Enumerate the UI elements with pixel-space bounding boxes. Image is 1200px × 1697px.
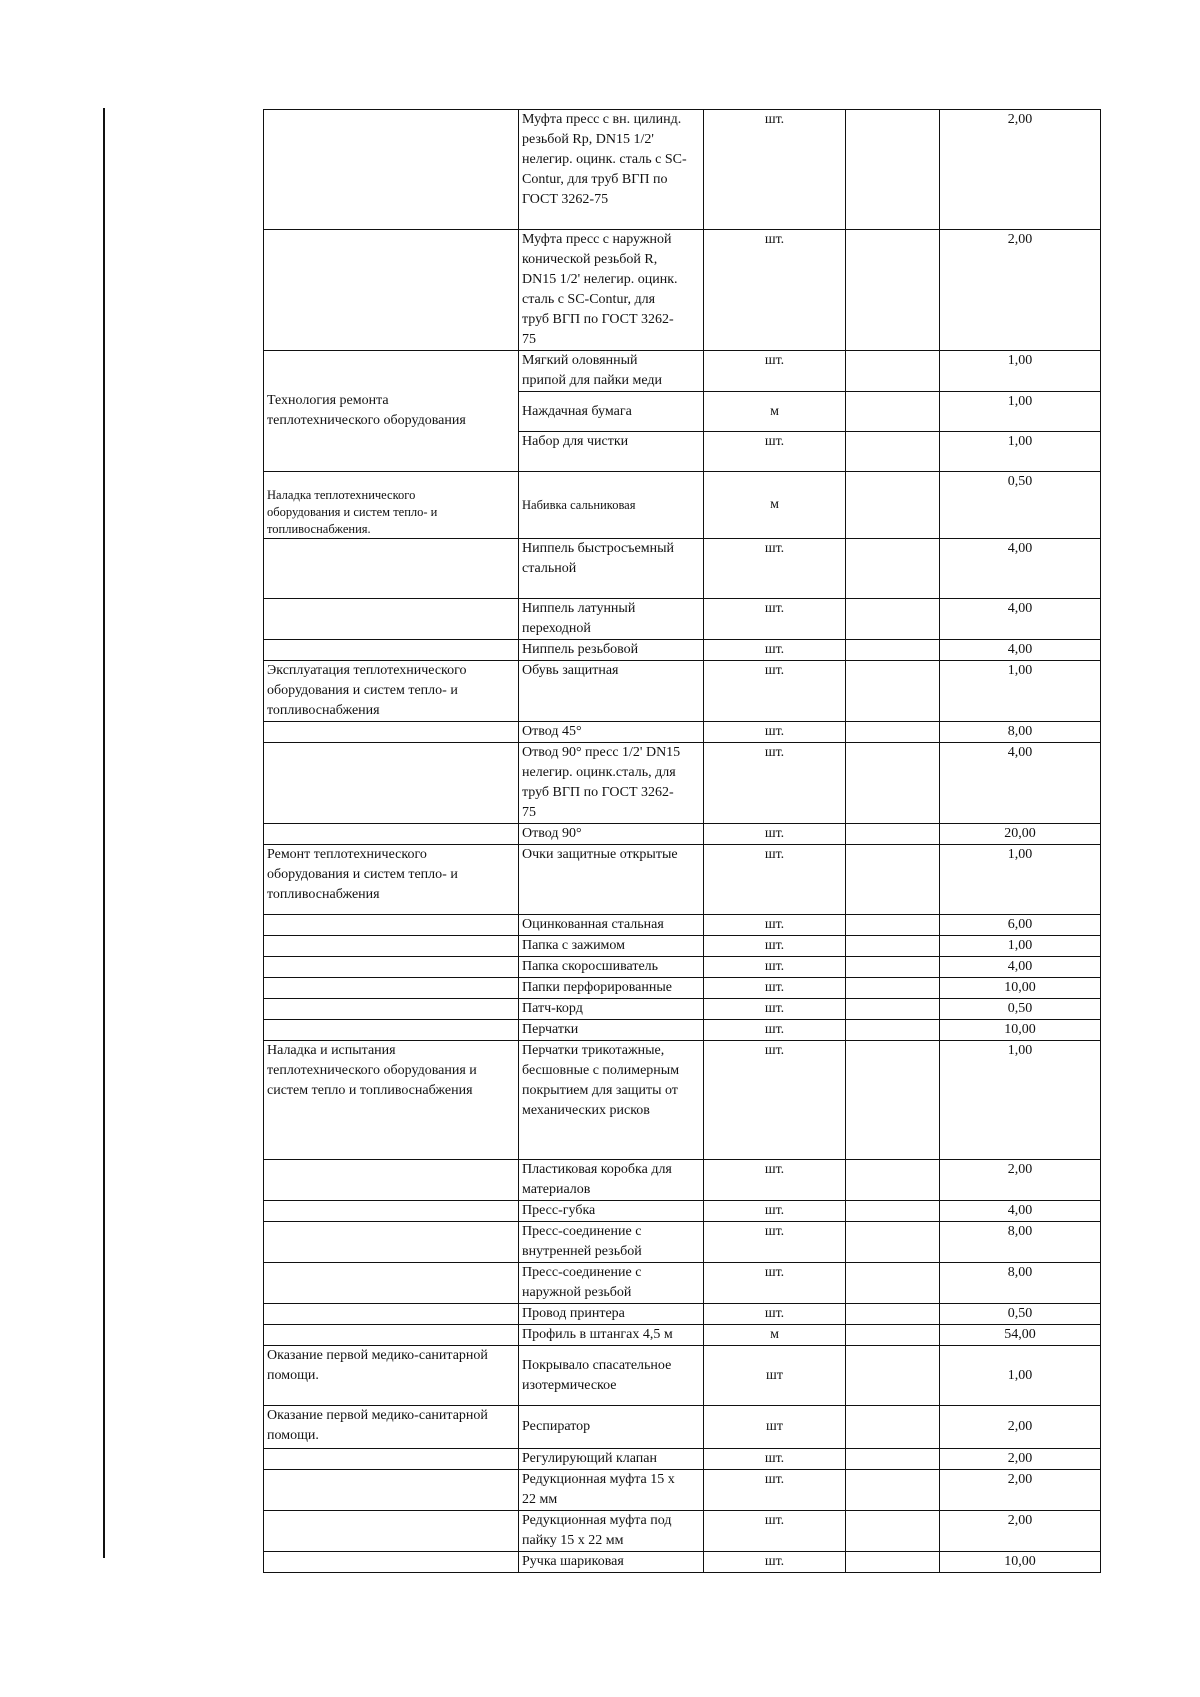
row-section-cell xyxy=(264,936,519,957)
item-qty-cell: 10,00 xyxy=(940,1020,1101,1041)
materials-table xyxy=(263,109,1101,1573)
row-section-cell xyxy=(264,1325,519,1346)
table-row xyxy=(264,722,1101,743)
row-section-cell: Ремонт теплотехнического оборудования и систем тепло- и топливоснабжения xyxy=(264,845,519,915)
item-qty-cell: 4,00 xyxy=(940,1201,1101,1222)
empty-cell xyxy=(846,392,940,432)
row-section-cell xyxy=(264,1160,519,1201)
table-row xyxy=(264,999,1101,1020)
item-qty-cell: 2,00 xyxy=(940,230,1101,351)
item-name-cell: Регулирующий клапан xyxy=(519,1449,704,1470)
item-unit-cell: шт xyxy=(704,1406,846,1449)
table-row xyxy=(264,1041,1101,1160)
row-section-cell xyxy=(264,1304,519,1325)
item-qty-cell: 54,00 xyxy=(940,1325,1101,1346)
empty-cell xyxy=(846,351,940,392)
row-section-cell xyxy=(264,743,519,824)
empty-cell xyxy=(846,1325,940,1346)
empty-cell xyxy=(846,957,940,978)
item-qty-cell: 1,00 xyxy=(940,936,1101,957)
item-qty-cell: 1,00 xyxy=(940,351,1101,392)
item-qty-cell: 1,00 xyxy=(940,432,1101,472)
row-section-cell xyxy=(264,1552,519,1573)
item-qty-cell: 1,00 xyxy=(940,392,1101,432)
item-name-cell: Ручка шариковая xyxy=(519,1552,704,1573)
empty-cell xyxy=(846,722,940,743)
item-unit-cell: шт. xyxy=(704,1222,846,1263)
item-qty-cell: 8,00 xyxy=(940,722,1101,743)
table-row xyxy=(264,539,1101,599)
empty-cell xyxy=(846,1201,940,1222)
item-name-cell: Провод принтера xyxy=(519,1304,704,1325)
table-row xyxy=(264,957,1101,978)
item-name-cell: Ниппель быстросъемный стальной xyxy=(519,539,704,599)
table-row xyxy=(264,640,1101,661)
item-name-cell: Пластиковая коробка для материалов xyxy=(519,1160,704,1201)
item-unit-cell: шт. xyxy=(704,351,846,392)
row-section-cell: Технология ремонта теплотехнического оборудования xyxy=(264,351,519,472)
item-name-cell: Отвод 90° xyxy=(519,824,704,845)
item-unit-cell: шт. xyxy=(704,640,846,661)
row-section-cell: Наладка теплотехнического оборудования и систем тепло- и топливоснабжения. xyxy=(264,472,519,539)
item-unit-cell: шт. xyxy=(704,1020,846,1041)
table-row xyxy=(264,1346,1101,1406)
row-section-cell xyxy=(264,1020,519,1041)
empty-cell xyxy=(846,1406,940,1449)
row-section-cell xyxy=(264,110,519,230)
table-row xyxy=(264,110,1101,230)
row-section-cell xyxy=(264,999,519,1020)
empty-cell xyxy=(846,1552,940,1573)
item-name-cell: Отвод 90° пресс 1/2' DN15 нелегир. оцинк.сталь, для труб ВГП по ГОСТ 3262- 75 xyxy=(519,743,704,824)
item-name-cell: Очки защитные открытые xyxy=(519,845,704,915)
item-unit-cell: м xyxy=(704,392,846,432)
table-row xyxy=(264,743,1101,824)
item-qty-cell: 2,00 xyxy=(940,1406,1101,1449)
table-row xyxy=(264,1406,1101,1449)
table-row xyxy=(264,230,1101,351)
item-unit-cell: шт. xyxy=(704,1449,846,1470)
item-name-cell: Наждачная бумага xyxy=(519,392,704,432)
table-row xyxy=(264,978,1101,999)
empty-cell xyxy=(846,1346,940,1406)
empty-cell xyxy=(846,1511,940,1552)
empty-cell xyxy=(846,1222,940,1263)
empty-cell xyxy=(846,1304,940,1325)
item-unit-cell: шт. xyxy=(704,1552,846,1573)
item-unit-cell: шт. xyxy=(704,915,846,936)
item-unit-cell: шт. xyxy=(704,230,846,351)
table-row xyxy=(264,1020,1101,1041)
table-row xyxy=(264,1304,1101,1325)
item-qty-cell: 8,00 xyxy=(940,1222,1101,1263)
table-row xyxy=(264,1449,1101,1470)
item-unit-cell: шт. xyxy=(704,978,846,999)
item-unit-cell: шт xyxy=(704,1346,846,1406)
row-section-cell: Эксплуатация теплотехнического оборудования и систем тепло- и топливоснабжения xyxy=(264,661,519,722)
item-qty-cell: 10,00 xyxy=(940,978,1101,999)
item-name-cell: Редукционная муфта под пайку 15 х 22 мм xyxy=(519,1511,704,1552)
empty-cell xyxy=(846,1020,940,1041)
item-qty-cell: 8,00 xyxy=(940,1263,1101,1304)
row-section-cell xyxy=(264,1263,519,1304)
empty-cell xyxy=(846,845,940,915)
item-name-cell: Папка скоросшиватель xyxy=(519,957,704,978)
item-name-cell: Пресс-соединение с внутренней резьбой xyxy=(519,1222,704,1263)
empty-cell xyxy=(846,230,940,351)
row-section-cell xyxy=(264,1449,519,1470)
item-name-cell: Профиль в штангах 4,5 м xyxy=(519,1325,704,1346)
item-unit-cell: шт. xyxy=(704,1263,846,1304)
item-unit-cell: шт. xyxy=(704,110,846,230)
item-unit-cell: шт. xyxy=(704,1470,846,1511)
item-name-cell: Респиратор xyxy=(519,1406,704,1449)
item-qty-cell: 2,00 xyxy=(940,1470,1101,1511)
table-row xyxy=(264,599,1101,640)
item-unit-cell: шт. xyxy=(704,936,846,957)
item-unit-cell: шт. xyxy=(704,1041,846,1160)
item-qty-cell: 20,00 xyxy=(940,824,1101,845)
item-qty-cell: 1,00 xyxy=(940,661,1101,722)
empty-cell xyxy=(846,915,940,936)
item-name-cell: Набор для чистки xyxy=(519,432,704,472)
item-qty-cell: 2,00 xyxy=(940,1449,1101,1470)
empty-cell xyxy=(846,640,940,661)
row-section-cell xyxy=(264,599,519,640)
table-row xyxy=(264,351,1101,392)
item-unit-cell: шт. xyxy=(704,432,846,472)
table-row xyxy=(264,1325,1101,1346)
empty-cell xyxy=(846,110,940,230)
item-name-cell: Перчатки трикотажные, бесшовные с полимерным покрытием для защиты от механических рисков xyxy=(519,1041,704,1160)
item-name-cell: Набивка сальниковая xyxy=(519,472,704,539)
item-qty-cell: 4,00 xyxy=(940,957,1101,978)
empty-cell xyxy=(846,599,940,640)
empty-cell xyxy=(846,978,940,999)
empty-cell xyxy=(846,1160,940,1201)
row-section-cell xyxy=(264,1222,519,1263)
table-row xyxy=(264,1160,1101,1201)
item-qty-cell: 2,00 xyxy=(940,1511,1101,1552)
table-row xyxy=(264,472,1101,539)
row-section-cell: Оказание первой медико-санитарной помощи. xyxy=(264,1346,519,1406)
item-qty-cell: 10,00 xyxy=(940,1552,1101,1573)
item-unit-cell: м xyxy=(704,472,846,539)
table-row xyxy=(264,824,1101,845)
item-name-cell: Отвод 45° xyxy=(519,722,704,743)
empty-cell xyxy=(846,1449,940,1470)
row-section-cell: Наладка и испытания теплотехнического оборудования и систем тепло и топливоснабжения xyxy=(264,1041,519,1160)
table-row xyxy=(264,661,1101,722)
item-qty-cell: 2,00 xyxy=(940,1160,1101,1201)
row-section-cell xyxy=(264,230,519,351)
item-unit-cell: шт. xyxy=(704,1511,846,1552)
page-margin-rule xyxy=(103,108,105,1558)
empty-cell xyxy=(846,999,940,1020)
table-row xyxy=(264,845,1101,915)
table-row xyxy=(264,1511,1101,1552)
empty-cell xyxy=(846,1041,940,1160)
item-unit-cell: шт. xyxy=(704,1160,846,1201)
item-unit-cell: шт. xyxy=(704,824,846,845)
item-name-cell: Мягкий оловянный припой для пайки меди xyxy=(519,351,704,392)
item-unit-cell: шт. xyxy=(704,999,846,1020)
empty-cell xyxy=(846,743,940,824)
row-section-cell xyxy=(264,539,519,599)
item-unit-cell: шт. xyxy=(704,661,846,722)
empty-cell xyxy=(846,936,940,957)
item-unit-cell: шт. xyxy=(704,957,846,978)
empty-cell xyxy=(846,539,940,599)
row-section-cell xyxy=(264,978,519,999)
row-section-cell xyxy=(264,722,519,743)
row-section-cell xyxy=(264,824,519,845)
item-name-cell: Муфта пресс с вн. цилинд. резьбой Rp, DN15 1/2' нелегир. оцинк. сталь с SC- Contur, для труб ВГП по ГОСТ 3262-75 xyxy=(519,110,704,230)
item-qty-cell: 0,50 xyxy=(940,999,1101,1020)
item-name-cell: Оцинкованная стальная xyxy=(519,915,704,936)
item-qty-cell: 0,50 xyxy=(940,1304,1101,1325)
empty-cell xyxy=(846,1263,940,1304)
table-row xyxy=(264,915,1101,936)
table-row xyxy=(264,1222,1101,1263)
item-name-cell: Ниппель латунный переходной xyxy=(519,599,704,640)
item-name-cell: Покрывало спасательное изотермическое xyxy=(519,1346,704,1406)
item-unit-cell: шт. xyxy=(704,599,846,640)
item-name-cell: Редукционная муфта 15 х 22 мм xyxy=(519,1470,704,1511)
row-section-cell xyxy=(264,957,519,978)
item-name-cell: Пресс-соединение с наружной резьбой xyxy=(519,1263,704,1304)
item-name-cell: Обувь защитная xyxy=(519,661,704,722)
row-section-cell xyxy=(264,915,519,936)
item-qty-cell: 2,00 xyxy=(940,110,1101,230)
item-qty-cell: 1,00 xyxy=(940,1346,1101,1406)
item-unit-cell: шт. xyxy=(704,845,846,915)
item-qty-cell: 4,00 xyxy=(940,743,1101,824)
row-section-cell: Оказание первой медико-санитарной помощи. xyxy=(264,1406,519,1449)
empty-cell xyxy=(846,472,940,539)
item-name-cell: Перчатки xyxy=(519,1020,704,1041)
empty-cell xyxy=(846,824,940,845)
empty-cell xyxy=(846,661,940,722)
item-name-cell: Пресс-губка xyxy=(519,1201,704,1222)
row-section-cell xyxy=(264,1470,519,1511)
empty-cell xyxy=(846,432,940,472)
item-unit-cell: м xyxy=(704,1325,846,1346)
item-qty-cell: 4,00 xyxy=(940,539,1101,599)
item-unit-cell: шт. xyxy=(704,1201,846,1222)
item-name-cell: Ниппель резьбовой xyxy=(519,640,704,661)
item-unit-cell: шт. xyxy=(704,1304,846,1325)
item-name-cell: Муфта пресс с наружной конической резьбой R, DN15 1/2' нелегир. оцинк. сталь с SC-Contur, для труб ВГП по ГОСТ 3262- 75 xyxy=(519,230,704,351)
item-unit-cell: шт. xyxy=(704,722,846,743)
item-qty-cell: 0,50 xyxy=(940,472,1101,539)
item-qty-cell: 1,00 xyxy=(940,1041,1101,1160)
item-unit-cell: шт. xyxy=(704,743,846,824)
table-row xyxy=(264,1201,1101,1222)
table-row xyxy=(264,1552,1101,1573)
table-row xyxy=(264,1470,1101,1511)
item-qty-cell: 4,00 xyxy=(940,599,1101,640)
item-name-cell: Патч-корд xyxy=(519,999,704,1020)
item-name-cell: Папки перфорированные xyxy=(519,978,704,999)
table-row xyxy=(264,936,1101,957)
item-qty-cell: 1,00 xyxy=(940,845,1101,915)
empty-cell xyxy=(846,1470,940,1511)
item-name-cell: Папка с зажимом xyxy=(519,936,704,957)
item-unit-cell: шт. xyxy=(704,539,846,599)
item-qty-cell: 4,00 xyxy=(940,640,1101,661)
table-row xyxy=(264,1263,1101,1304)
row-section-cell xyxy=(264,640,519,661)
row-section-cell xyxy=(264,1511,519,1552)
row-section-cell xyxy=(264,1201,519,1222)
item-qty-cell: 6,00 xyxy=(940,915,1101,936)
